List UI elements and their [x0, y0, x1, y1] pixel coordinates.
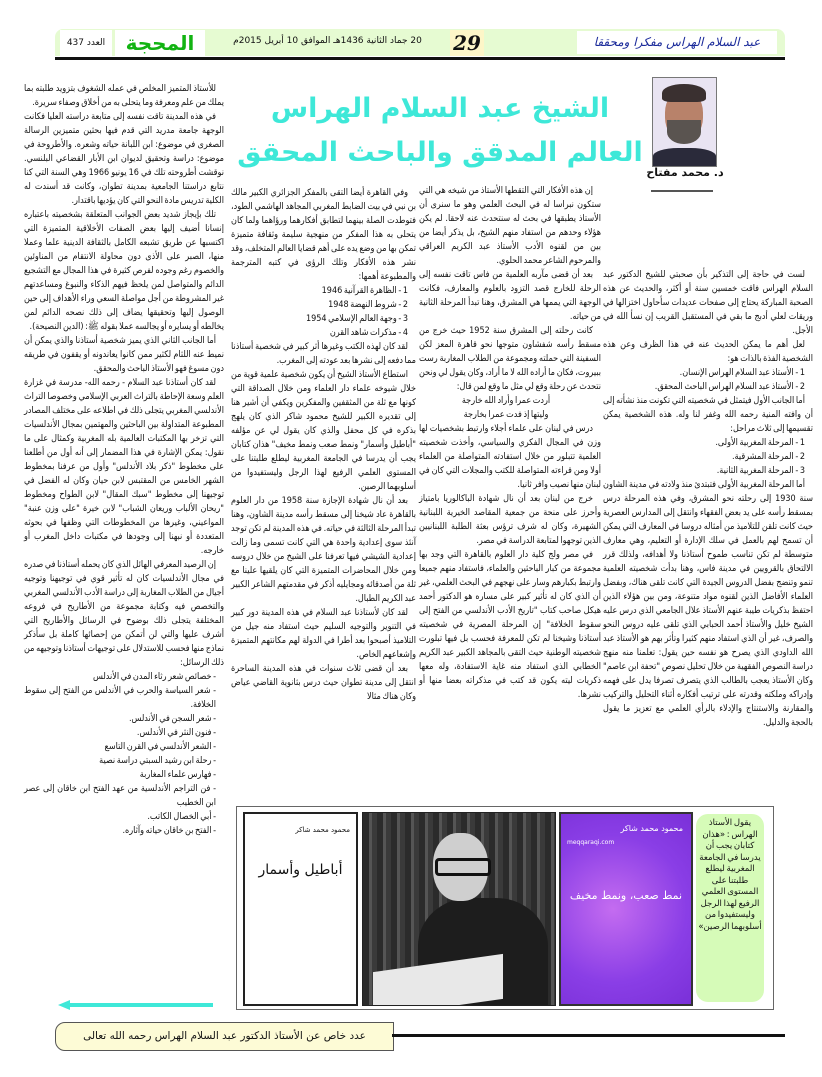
- paragraph: تلك بإيجاز شديد بعض الجوانب المتعلقة بشخصيته باعتباره إنسانا أضيف إليها بعض الصفات الأخلاقية المتميزة التي اكتسبها عن طريق تشبعه الكامل بالثقافة الدينية علما وعملا منها، الصبر على الأذى دون محاولة الانتقام من المناوئين والخصوم رغم وجوده لفرص كثيرة في هذا المجال مع التشجيع الدائم والمتواصل لمن يلحظ فيهم الذكاء والنبوغ ومساعدتهم غير المشروطة من أجل مواصلة السعي وراء الأهداف إلى حين الوصول إليها وتحقيقها يضاف إلى ذلك نصحه الدائم لمن يخالطه أو يسايره أو يجالسه عملا بقوله ﷺ: (الدين النصيحة).: [24, 210, 224, 332]
- poem-verse: وليتها إذ فدت عمرا بخارجة: [463, 410, 549, 420]
- publication-logo: المحجة: [115, 30, 205, 56]
- cover-author: محمود محمد شاكر: [620, 824, 683, 833]
- book-cover-namat: [559, 812, 693, 1006]
- footer-label: عدد خاص عن الأستاذ الدكتور عبد السلام الهراس رحمه الله تعالى: [55, 1022, 394, 1051]
- paragraph: وفي القاهرة أيضا التقى بالمفكر الجزائري الكبير مالك بن نبي في بيت الضابط المغربي المجاهد الهاشمي الطود، فتوطدت الصلة بينهما لتطابق أفكارهما ورؤاهما ولما كان يتحلى به هذا المفكر من منهجية سليمة وثقافة متميزة تمكن بها من وضع يده على أهم قضايا العالم المتخلف، وقد نشر هذه الأفكار وتلك الرؤى في كتبه المترجمة والمطبوعة أهمها:: [231, 188, 416, 282]
- paragraph: استطاع الأستاذ الشيخ أن يكون شخصية علمية قوية من خلال شيوخه علماء دار العلماء ومن خلال الصداقة التي كونها مع ثلة من المثقفين والمفكرين ويكفي أن أشير هنا إلى تقديره الكبير للشيخ محمود شاكر الذي كان يلهج بذكره في كل محفل والذي كان يقول لي عن مؤلفه "أباطيل وأسمار" ونمط صعب ونمط مخيف" هذان كتابان يجب أن يدرسا في الجامعة المغربية ليطلع طلبتنا على المستوى العلمي الرفيع لهذا الرجل وليستفيدوا من أسلوبهما الرصين.: [231, 370, 416, 492]
- list-item: - أبي الخصال الكاتب.: [147, 812, 216, 822]
- series-title: عبد السلام الهراس مفكرا ومحققا: [577, 31, 777, 54]
- list-item: 2 - المرحلة المشرقية.: [731, 452, 805, 462]
- paragraph: للأستاذ المتميز المخلص في عمله الشغوف بتزويد طلبته بما يملك من علم ومعرفة وما يتحلى به من أخلاق وصفاء سريرة.: [24, 84, 224, 108]
- cover-title: أباطيل وأسمار: [258, 862, 343, 878]
- paragraph: إن هذه الأفكار التي التقطها الأستاذ من شيخه هي التي ستكون نبراسا له في البحث العلمي وهو ما سنرى أن الأستاذ يطبقها في بحث له سنتحدث عنه لاحقا. لم يكن هؤلاء وحدهم من استفاد منهم الشيخ، بل يذكر أيضا من بين من لقنوه الأدب الأستاذ عبد الكريم العراقي والمرحوم الشاعر محمد الحلوي.: [419, 186, 601, 266]
- article-column-4: [24, 82, 224, 838]
- article-column-3: [231, 186, 416, 704]
- issue-date: 20 جماد الثانية 1436هـ الموافق 10 أبريل 2015م: [233, 36, 422, 46]
- article-column-1: [603, 268, 813, 730]
- paragraph: خرج من لبنان بعد أن نال شهادة الباكالوريا بامتياز وأحرز على منحة من جمعية المقاصد الخيرية اللبنانية الشهيرة، وكان له شرف ترؤس بعثة الطلبة اللبنانيين الذين توجهوا لمتابعة الدراسة في مصر.: [419, 494, 601, 546]
- paragraph: بعد أن قضى ثلاث سنوات في هذه المدينة الساحرة انتقل إلى مدينة تطوان حيث درس بثانوية القاضي عياض وكان هناك مثالا: [231, 664, 416, 702]
- list-item: 1 - المرحلة المغربية الأولى.: [715, 438, 805, 448]
- list-item: - الفتح بن خاقان حياته وآثاره.: [122, 826, 216, 836]
- article-column-2: [419, 184, 601, 702]
- author-byline: د. محمد مفتاح: [646, 166, 724, 179]
- shakir-portrait-photo: [362, 812, 556, 1006]
- cover-url: meqqaraqi.com: [567, 839, 615, 846]
- paragraph: في مصر ولج كلية دار العلوم بالقاهرة التي وجد بها مجموعة من كبار الباحثين والعلماء، فاستفاد منهم جميعا وارتبط بكبارهم وسار على نهجهم في البحث العلمي، غير أن الذي كان له تأثير كبير على مساره هو الدكتور أحمد هيكل صاحب كتاب "تاريخ الأدب الأندلسي من الفتح إلى سقوط الخلافة" إن المرحلة المصرية في شخصيته أستاذنا وشيخنا لم تكن للمعرفة فحسب بل فيها تبلورت شخصيته الوطنية حيث التقى بالمجاهد الكبير عبد الكريم الخطابي الذي استفاد منه غاية الاستفادة، وله معها ذكريات ليته يكون قد كتب في مذكراته بعضا منها أو نشرها.: [419, 550, 601, 700]
- paragraph: أما الجانب الثاني الذي يميز شخصية أستاذنا والذي يمكن أن نميط عنه اللثام لكثير ممن كانوا يعاندونه أو يقفون في طريقه دون مسوغ فهو الأستاذ الباحث والمحقق.: [24, 336, 224, 374]
- paragraph: كانت رحلته إلى المشرق سنة 1952 حيث خرج من مسقط رأسه شفشاون متوجها نحو قاهرة المعز لكن السفينة التي حملته ومجموعة من الطلاب المغاربة رست ببيروت، فكان ما أراده الله لا ما أراد، وكان يقول لي ونحن نتحدث عن رحلة وقع لي مثل ما وقع لمن قال:: [419, 326, 601, 392]
- list-item: - رحلة ابن رشيد السبتي دراسة نصية: [99, 756, 216, 766]
- list-item: - فهارس علماء المغاربة: [139, 770, 216, 780]
- issue-number: العدد 437: [60, 30, 112, 56]
- paragraph: لعل أهم ما يمكن الحديث عنه في هذا الظرف وعن هذه الشخصية الفذة بالذات هو:: [603, 340, 813, 364]
- author-photo: [652, 77, 717, 167]
- list-item: - شعر السجن في الأندلس.: [128, 714, 216, 724]
- book-cover-abatil: [243, 812, 358, 1006]
- list-item: 2 - شروط النهضة 1948: [328, 300, 408, 310]
- paragraph: درس في لبنان على علماء أجلاء وارتبط بشخصيات لها وزن في المجال الفكري والسياسي، وأخذت شخصيته العلمية تتبلور من خلال استفادته المتواصلة من العلماء أولا ومن قراءته المتواصلة للكتب والمجلات التي كان في لبنان منها نصيب وافر ثانيا.: [419, 424, 601, 490]
- list-item: - الشعر الأندلسي في القرن التاسع: [104, 742, 216, 752]
- list-item: 1 - الأستاذ عبد السلام الهراس الإنسان.: [679, 368, 805, 378]
- paragraph: إن الرصيد المعرفي الهائل الذي كان يحمله أستاذنا في صدره في مجال الأندلسيات كان له تأثير قوي في توجيهنا وتوجيه أجيال من الطلاب المغاربة إلى دراسة الأدب الأندلسي المغربي والتخصص فيه وكتابة مجموعة من الأطاريح في فروعه المختلفة يتجلى ذلك بوضوح في الرسائل والأطاريح التي أشرف عليها والتي لن أتمكن من إحصائها كاملة بل سأذكر نماذج منها فحسب للاستدلال على توجيهات أستاذنا وتوجيهه من ذلك الرسائل:: [24, 560, 224, 668]
- poem-verse: أردت عمرا وأراد الله خارجة: [461, 396, 551, 406]
- paragraph: في هذه المدينة تاقت نفسه إلى متابعة دراسته العليا فكانت الوجهة جامعة مدريد التي قدم فيها بحثين متميزين الرسالة الصغرى في موضوع: ابن اللبانة حياته وشعره. والأطروحة في موضوع: دراسة وتحقيق لديوان ابن الأبار القضاعي البلنسي. نوقشت أطروحته تلك في 16 يونيو 1966 وهي السنة التي كنا نتابع دراستنا الجامعية بمدينة تطوان، وكانت قد أسندت له الكلية تدريس مادة النحو التي كان يؤديها باقتدار.: [24, 112, 224, 206]
- cover-author: محمود محمد شاكر: [295, 826, 350, 834]
- page-number: 29: [450, 30, 484, 56]
- paragraph: لست في حاجة إلى التذكير بأن صحبتي للشيخ الدكتور عبد السلام الهراس فاقت خمسين سنة أو أكثر، والحديث عن هذه الصحبة المباركة يحتاج إلى صفحات عديدات سأحاول اختزالها في وريقات لعلي أدبج ما بقي في المستقبل القريب إن نسأ الله في الأجل.: [603, 270, 813, 336]
- footer-rule: [392, 1034, 785, 1037]
- header-rule: [55, 57, 785, 60]
- list-item: - فن التراجم الأندلسية من عهد الفتح ابن خاقان إلى عصر ابن الخطيب: [24, 784, 216, 808]
- paragraph: لقد كان لأستاذنا عبد السلام في هذه المدينة دور كبير في التنوير والتوجيه السليم حيث استفاد منه جيل من التلاميذ أصبحوا بعد أطرا في الدولة لهم مكانتهم المتميزة وإشعاعهم الخاص.: [231, 608, 416, 660]
- article-title-line2: العالم المدقق والباحث المحقق: [237, 137, 643, 168]
- continue-arrow-icon: [58, 1000, 213, 1010]
- figure-caption: يقول الأستاذ الهراس : «هذان كتابان يجب أن يدرسا في الجامعة المغربية ليطلع طلبتنا على المستوى العلمي الرفيع لهذا الرجل وليستفيدوا من أسلوبهما الرصين»: [696, 814, 764, 1002]
- list-item: 3 - المرحلة المغربية الثانية.: [716, 466, 805, 476]
- paragraph: لقد كان أستاذنا عبد السلام - رحمه الله- مدرسة في غزارة العلم وسعة الإحاطة بالتراث العربي الإسلامي وخصوصا التراث الأندلسي المغربي يتجلى ذلك في اطلاعه على مختلف المصادر المطبوعة المتداولة بين الباحثين والمهتمين بمجال الأندلسيات التي تزخر بها المكتبات العالمية بله المغربية وكمثال على ما نقول: يمكن الإشارة في هذا المضمار إلى أنه أول من أطلعنا على مخطوط "ذكر بلاد الأندلس" وأول من عرفنا بمخطوط الشهر الخامس من المقتبس لابن حيان وكان له الفضل في توجيهنا إلى مخطوط "سبك المقال" لابن الطواح ومخطوط "ريحان الألباب وريعان الشباب" لابن خيرة "على وزن عنبة" المواعيني، وغيرها من المخطوطات التي وظفها في بحوثه المتعددة أو نبهنا إلى وجودها في مكتبات داخل المغرب أو خارجه.: [24, 378, 224, 556]
- list-item: 2 - الأستاذ عبد السلام الهراس الباحث المحقق.: [654, 382, 805, 392]
- paragraph: بعد أن نال شهادة الإجازة سنة 1958 من دار العلوم بالقاهرة عاد شيخنا إلى مسقط رأسه مدينة الشاون، وهنا تبدأ المرحلة الثالثة في حياته. في هذه المدينة لم تكن توجد آنئذ سوى إعدادية واحدة هي التي كانت تسمى وما زالت إعدادية الشيشي فيها تعرفنا على الشيخ من خلال دروسه ومن خلال المحاضرات المتميزة التي كان يلقيها علينا مع ثلة من أصدقائه ومجايليه أذكر في مقدمتهم الشاعر الكبير عبد الكريم الطبال.: [231, 496, 416, 604]
- list-item: 3 - وجهة العالم الإسلامي 1954: [305, 314, 408, 324]
- list-item: 1 - الظاهرة القرآنية 1946: [321, 286, 408, 296]
- paragraph: لقد كان لهذه الكتب وغيرها أثر كبير في شخصية أستاذنا مما دفعه إلى نشرها بعد عودته إلى المغرب.: [231, 342, 416, 366]
- byline-rule: [651, 190, 713, 192]
- list-item: - فنون النثر في الأندلس.: [136, 728, 216, 738]
- paragraph: أما الجانب الأول فيتمثل في شخصيته التي تكونت منذ نشأته إلى أن وافته المنية رحمه الله وغفر لنا وله. هذه الشخصية يمكن تقسيمها إلى ثلاث مراحل:: [603, 396, 813, 434]
- list-item: - خصائص شعر رثاء المدن في الأندلس: [93, 672, 216, 682]
- list-item: - شعر السياسة والحرب في الأندلس من الفتح إلى سقوط الخلافة.: [24, 686, 216, 710]
- paragraph: أما المرحلة المغربية الأولى فتبتدئ منذ ولادته في مدينة الشاون سنة 1930 إلى رحلته نحو المشرق، وفي هذه المرحلة درس بمسقط رأسه على يد بعض الفقهاء وانتقل إلى المدارس العصرية حيث كانت تلقن للتلاميذ من أمثاله دروسا في المعارف التي يمكن أن تسمح لهم بالعمل في سلك الإدارة أو التعليم، وهي معارف متوسطة لم تكن تناسب طموح أستاذنا ولا أهدافه، ولذلك قرر الالتحاق بالقرويين في مدينة فاس، وهنا بدأت شخصيته العلمية تنمو وتنضج بفضل الدروس الجيدة التي كانت تلقى هناك، وبفضل العلماء الأفاضل الذين لقنوه مواد متنوعة، ومن بين هؤلاء الذين احتفظ بذكريات طيبة عنهم الأستاذ علال الجامعي الذي درس عليه الشيخ خليل والأستاذ أحمد الحبابي الذي تلقى عليه دروس النحو والصرف، غير أن الذي استفاد منهم كثيرا وتأثر بهم هو الأستاذ عبد الله الداودي الذي يصرح هو نفسه حين يقول: تعلمنا منه منهج دراسة النصوص الفقهية من خلال تحليل نصوص "تحفة ابن عاصم" وكان الأستاذ يعجب بالطالب الذي يتصرف تصرفا يدل على فهمه وإدراكه وملكته وقدرته على ترتيب أفكاره أثناء التحليل والتركيب والمقارنة والاستنتاج والإدلاء بالرأي العلمي مع تعزيز ما يقول بالحجة والدليل.: [603, 480, 813, 728]
- paragraph: بعد أن قضى مآربه العلمية من فاس تاقت نفسه إلى الرحلة للخارج قصد التزود بالعلوم والمعارف، فكانت الوجهة التي يممها هي المشرق، وهنا تبدأ المرحلة الثانية من حياته.: [419, 270, 601, 322]
- cover-title: نمط صعب، ونمط مخيف: [569, 889, 683, 902]
- list-item: 4 - مذكرات شاهد القرن: [329, 328, 408, 338]
- article-title-line1: الشيخ عبد السلام الهراس: [270, 93, 610, 124]
